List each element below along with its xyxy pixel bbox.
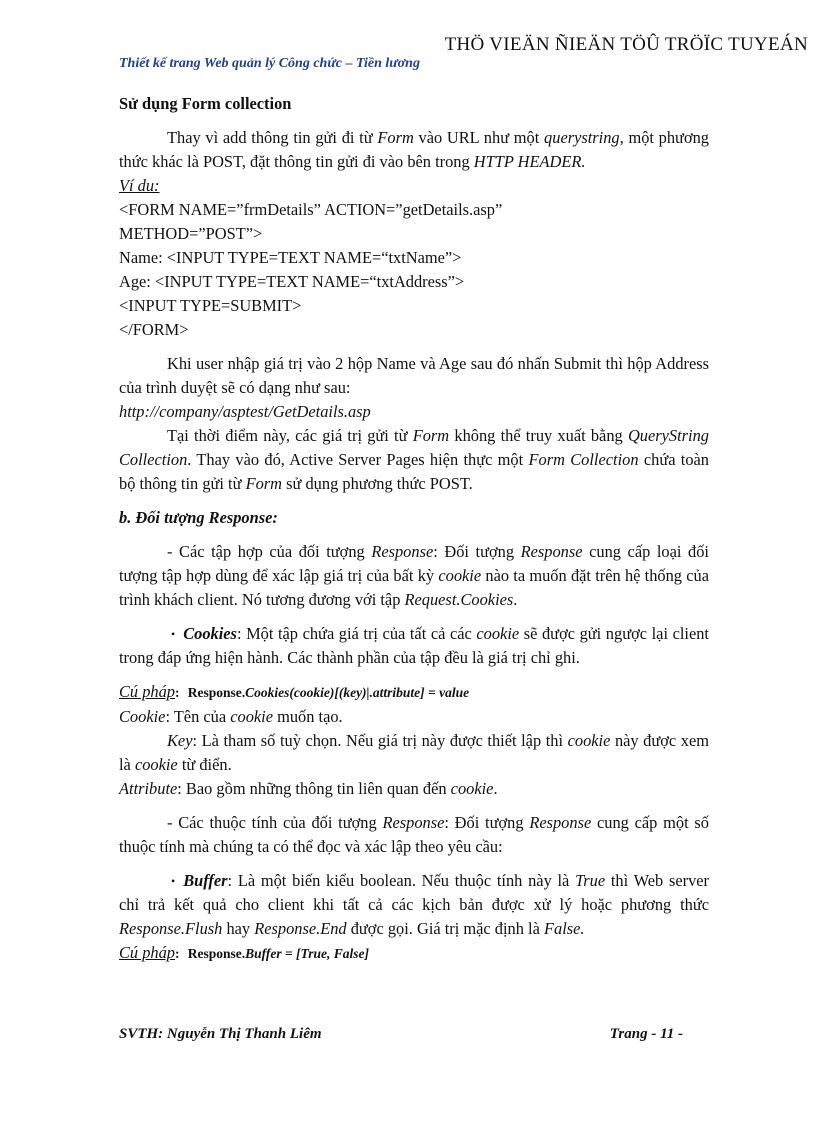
code-line: Name: <INPUT TYPE=TEXT NAME=“txtName”> (119, 248, 462, 267)
def-attribute: Attribute: Bao gồm những thông tin liên quan đến cookie. (119, 779, 498, 798)
syntax-buffer: Cú pháp: Response.Buffer = [True, False] (119, 943, 370, 962)
example-label: Ví du: (119, 176, 160, 195)
bullet-buffer: • Buffer: Là một biến kiểu boolean. Nếu thuộc tính này là True thì Web server chỉ trả kết quả cho client khi tất cả các kịch bản được xử lý hoặc phương thức Response.Flush hay Response.End được gọi. Giá trị mặc định là False. (119, 871, 709, 938)
footer-author: SVTH: Nguyễn Thị Thanh Liêm (119, 1026, 322, 1042)
footer-page-number: Trang - 11 - (609, 1026, 683, 1042)
code-line: METHOD=”POST”> (119, 224, 263, 243)
code-line: <FORM NAME=”frmDetails” ACTION=”getDetails.asp” (119, 200, 503, 219)
def-cookie: Cookie: Tên của cookie muốn tạo. (119, 707, 343, 726)
paragraph-submit: Khi user nhập giá trị vào 2 hộp Name và Age sau đó nhấn Submit thì hộp Address của trình duyệt sẽ có dạng như sau: (119, 354, 709, 397)
section-heading-response: b. Đối tượng Response: (119, 508, 278, 527)
def-key: Key: Là tham số tuỳ chọn. Nếu giá trị này được thiết lập thì cookie này được xem là cookie từ điển. (119, 731, 709, 774)
bullet-icon: • (171, 874, 176, 888)
running-header: Thiết kế trang Web quản lý Công chức – Tiền lương (119, 56, 420, 71)
example-url: http://company/asptest/GetDetails.asp (119, 402, 371, 421)
watermark-text: THÖ VIEÄN ÑIEÄN TÖÛ TRÖÏC TUYEÁN (444, 34, 808, 55)
syntax-cookies: Cú pháp: Response.Cookies(cookie)[(key)|.attribute] = value (119, 682, 470, 701)
page-body (119, 92, 709, 966)
section-heading-form-collection: Sử dụng Form collection (119, 94, 292, 113)
paragraph-response-collections: - Các tập hợp của đối tượng Response: Đối tượng Response cung cấp loại đối tượng tập hợp dùng để xác lập giá trị của bất kỳ cookie nào ta muốn đặt trên hệ thống của trình khách client. Nó tương đương với tập Request.Cookies. (119, 542, 709, 609)
paragraph-form-collection: Tại thời điểm này, các giá trị gửi từ Form không thể truy xuất bằng QueryString Collection. Thay vào đó, Active Server Pages hiện thực một Form Collection chứa toàn bộ thông tin gửi từ Form sử dụng phương thức POST. (119, 426, 710, 493)
code-line: </FORM> (119, 320, 189, 339)
paragraph-response-properties: - Các thuộc tính của đối tượng Response: Đối tượng Response cung cấp một số thuộc tính mà chúng ta có thể đọc và xác lập theo yêu cầu: (119, 813, 709, 856)
bullet-icon: • (171, 627, 176, 641)
page-footer (119, 1026, 683, 1043)
code-line: <INPUT TYPE=SUBMIT> (119, 296, 302, 315)
code-line: Age: <INPUT TYPE=TEXT NAME=“txtAddress”> (119, 272, 465, 291)
bullet-cookies: • Cookies: Một tập chứa giá trị của tất cả các cookie sẽ được gửi ngược lại client trong đáp ứng hiện hành. Các thành phần của tập đều là giá trị chỉ ghi. (119, 624, 709, 667)
paragraph-form-post: Thay vì add thông tin gửi đi từ Form vào URL như một querystring, một phương thức khác là POST, đặt thông tin gửi đi vào bên trong HTTP HEADER. (119, 128, 710, 171)
